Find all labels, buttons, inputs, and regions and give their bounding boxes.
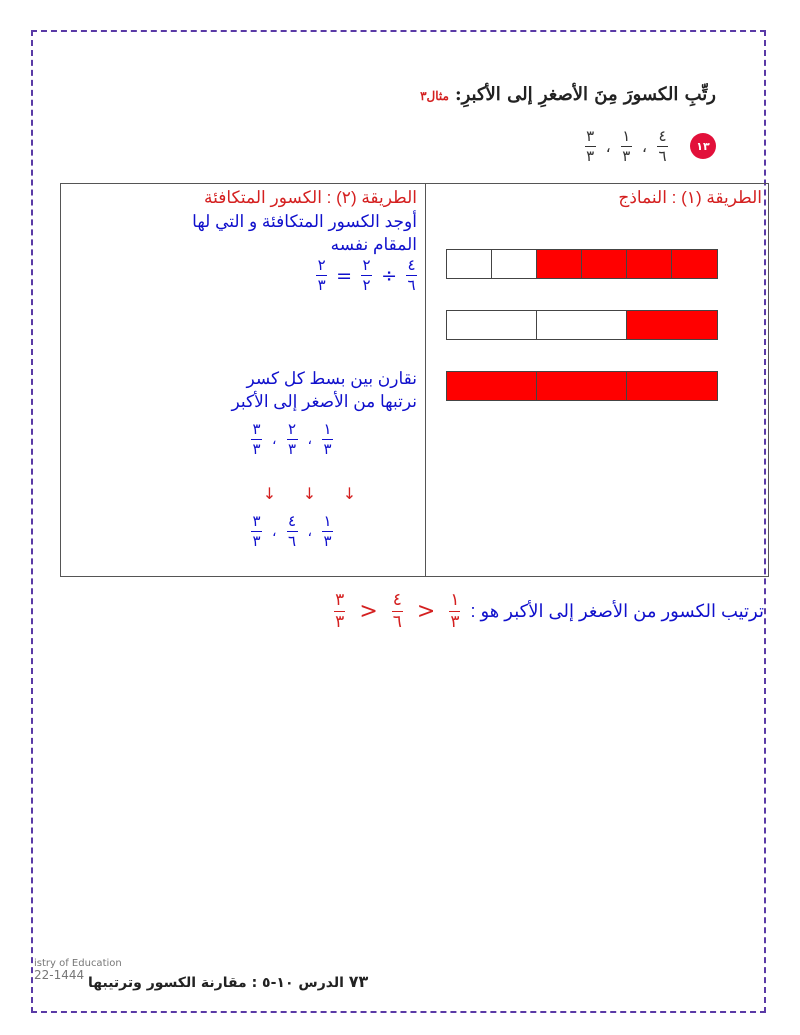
model-segment: [537, 311, 627, 339]
equals-sign: =: [336, 264, 353, 287]
fraction: $\frac{٤}{٦}$: [407, 256, 416, 294]
fraction-model: [446, 249, 718, 279]
separator: ،: [307, 431, 313, 448]
page-number: ٧٣: [348, 972, 369, 991]
table-divider: [425, 184, 426, 576]
fraction-model: [446, 310, 718, 340]
ordered-fractions: [251, 422, 333, 457]
model-segment: [492, 250, 537, 278]
separator: ،: [307, 523, 313, 540]
fraction: $\frac{٢}{٣}$: [317, 256, 326, 294]
arrow-down-icon: ↓: [262, 484, 277, 503]
methods-table: [60, 183, 769, 577]
model-segment: [537, 250, 582, 278]
separator: ،: [272, 523, 277, 540]
result-row: [334, 583, 764, 639]
fraction-model: [446, 371, 718, 401]
method2-line: المقام نفسه: [330, 235, 417, 254]
fraction: $\frac{٤}{٦}$: [392, 589, 402, 632]
method2-title: الطريقة (٢) : الكسور المتكافئة: [203, 188, 417, 207]
question-number-badge: ١٣: [690, 133, 716, 159]
fraction: $\frac{٢}{٢}$: [362, 256, 371, 294]
fraction: $\frac{٤}{٦}$: [288, 512, 297, 550]
model-segment: [447, 372, 537, 400]
method1-title: الطريقة (١) : النماذج: [618, 188, 762, 207]
model-segment: [537, 372, 627, 400]
fraction: $\frac{٣}{٣}$: [252, 420, 261, 458]
model-segment: [627, 372, 717, 400]
watermark-line: istry of Education: [34, 958, 122, 969]
method2-panel: [61, 184, 425, 576]
instruction: [420, 84, 716, 105]
original-fractions: [251, 514, 333, 549]
model-segment: [672, 250, 717, 278]
divide-sign: ÷: [381, 264, 397, 287]
arrow-down-icon: ↓: [342, 484, 357, 503]
separator: ،: [641, 136, 647, 156]
separator: ،: [272, 431, 277, 448]
fraction: $\frac{٣}{٣}$: [335, 589, 345, 632]
model-segment: [447, 250, 492, 278]
fraction: $\frac{١}{٣}$: [323, 420, 332, 458]
page-footer: [88, 972, 372, 991]
separator: ،: [605, 136, 611, 156]
arrow-row: [252, 484, 367, 503]
fraction: $\frac{٤}{٦}$: [658, 126, 667, 165]
method2-line: أوجد الكسور المتكافئة و التي لها: [192, 212, 417, 231]
comparison-symbol: >: [359, 598, 378, 624]
comparison-symbol: >: [416, 598, 436, 624]
method2-line: نرتبها من الأصغر إلى الأكبر: [231, 392, 417, 411]
model-segment: [627, 250, 672, 278]
fraction: $\frac{١}{٣}$: [323, 512, 332, 550]
fraction: $\frac{١}{٣}$: [450, 589, 460, 632]
equivalent-equation: [316, 258, 417, 293]
lesson-title: الدرس ١٠-٥ : مقارنة الكسور وترتيبها: [88, 975, 344, 991]
instruction-text: رتِّبِ الكسورَ مِنَ الأصغرِ إلى الأكبرِ:: [454, 84, 716, 105]
result-label: ترتيب الكسور من الأصغر إلى الأكبر هو :: [470, 600, 764, 621]
model-segment: [627, 311, 717, 339]
fraction: $\frac{١}{٣}$: [622, 126, 631, 165]
fraction: $\frac{٣}{٣}$: [586, 126, 595, 165]
model-segment: [447, 311, 537, 339]
model-segment: [582, 250, 627, 278]
example-ref: مثال٣: [420, 89, 449, 103]
watermark-line: 22-1444: [34, 968, 85, 982]
fraction: $\frac{٢}{٣}$: [288, 420, 297, 458]
method2-line: نقارن بين بسط كل كسر: [246, 369, 417, 388]
question-row: [585, 126, 716, 166]
arrow-down-icon: ↓: [302, 484, 317, 503]
fraction: $\frac{٣}{٣}$: [252, 512, 261, 550]
